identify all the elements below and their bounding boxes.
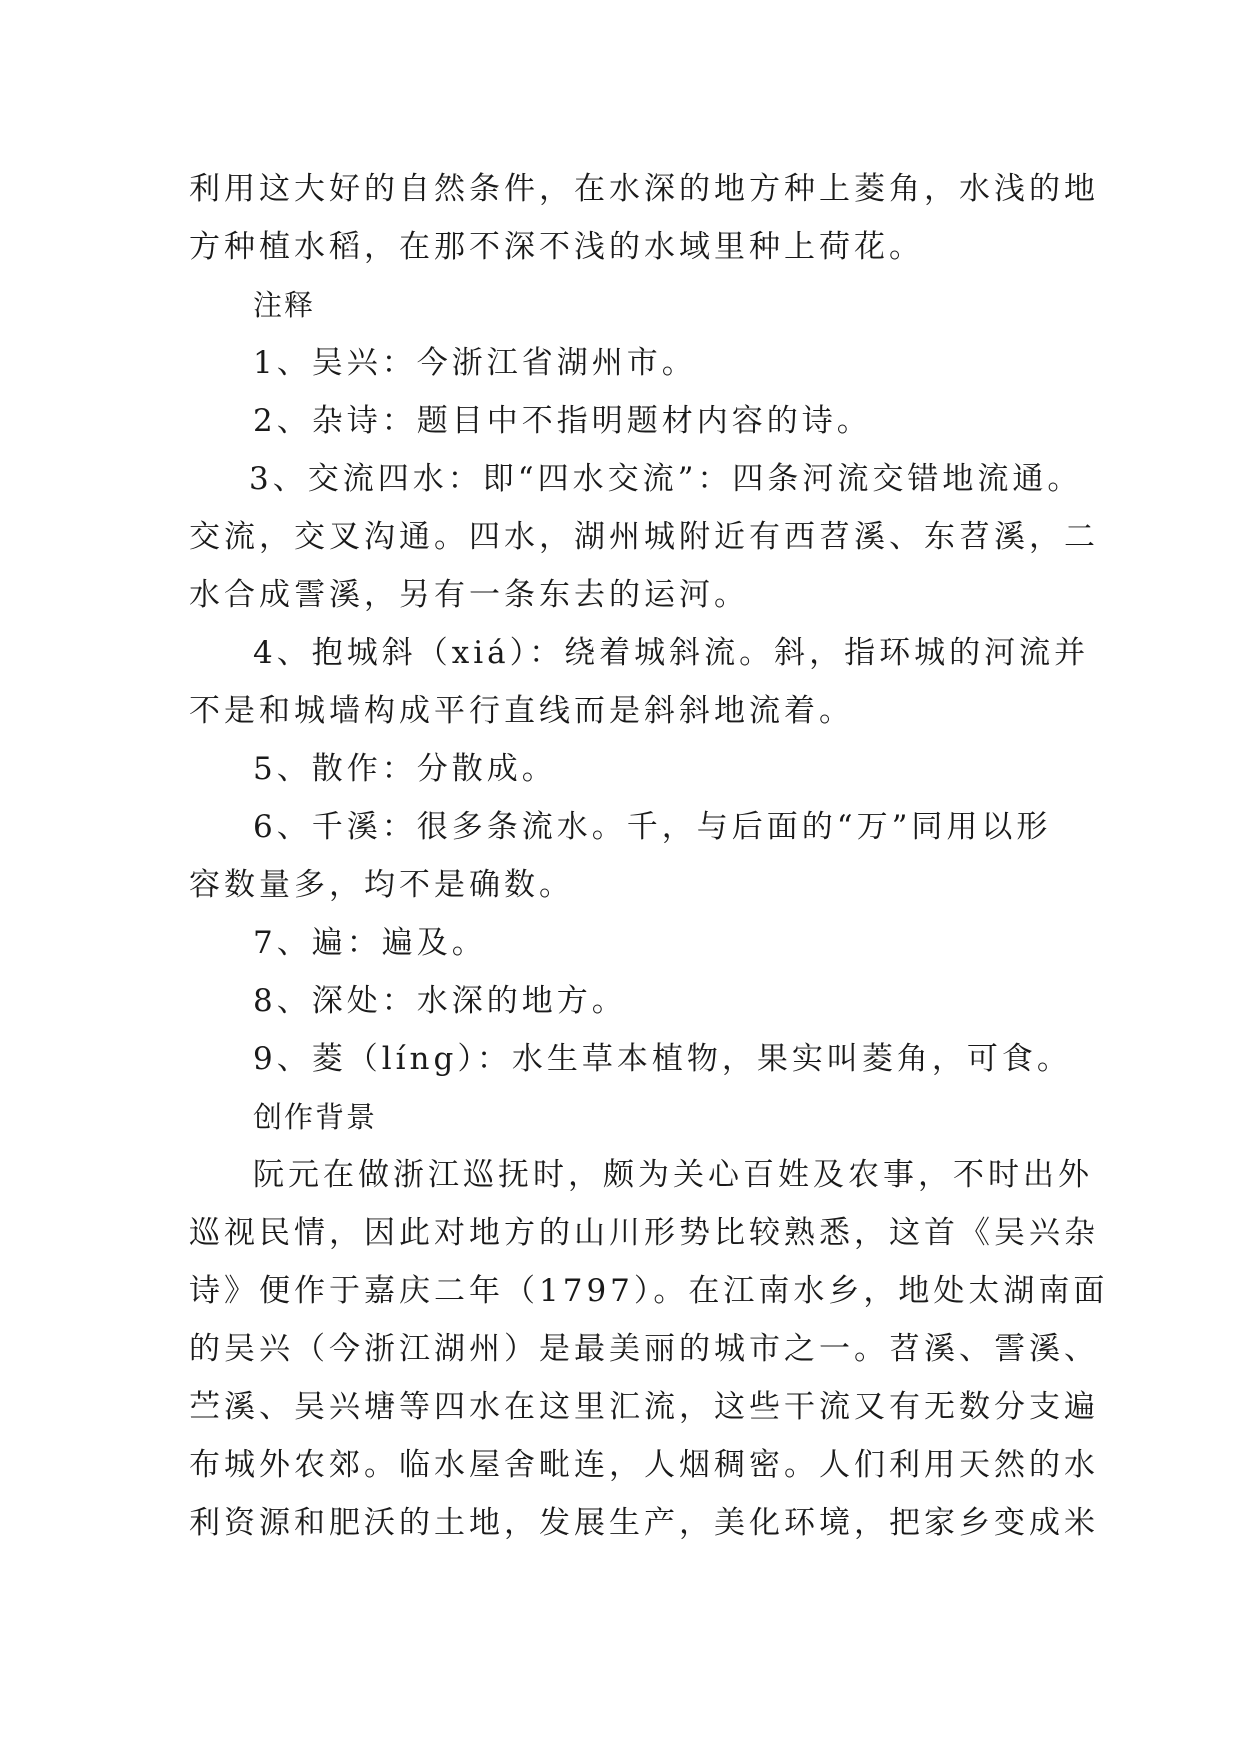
text-line: 利用这大好的自然条件，在水深的地方种上菱角，水浅的地 — [189, 171, 1099, 207]
note-1: 1、吴兴：今浙江省湖州市。 — [253, 345, 697, 381]
background-line: 阮元在做浙江巡抚时，颇为关心百姓及农事，不时出外 — [253, 1157, 1093, 1193]
note-6: 6、千溪：很多条流水。千，与后面的“万”同用以形 — [253, 809, 1052, 845]
notes-heading: 注释 — [253, 288, 316, 322]
background-line: 布城外农郊。临水屋舍毗连，人烟稠密。人们利用天然的水 — [189, 1447, 1099, 1483]
note-6-continued: 容数量多，均不是确数。 — [189, 867, 574, 903]
note-3: 3、交流四水：即“四水交流”：四条河流交错地流通。 — [249, 461, 1083, 497]
background-line: 的吴兴（今浙江湖州）是最美丽的城市之一。苕溪、霅溪、 — [189, 1331, 1099, 1367]
note-2: 2、杂诗：题目中不指明题材内容的诗。 — [253, 403, 872, 439]
note-7: 7、遍：遍及。 — [253, 925, 487, 961]
note-3-continued: 交流，交叉沟通。四水，湖州城附近有西苕溪、东苕溪，二 — [189, 519, 1099, 555]
note-3-continued: 水合成霅溪，另有一条东去的运河。 — [189, 577, 749, 613]
note-5: 5、散作：分散成。 — [253, 751, 557, 787]
background-line: 诗》便作于嘉庆二年（1797）。在江南水乡，地处太湖南面 — [189, 1273, 1109, 1309]
note-4-continued: 不是和城墙构成平行直线而是斜斜地流着。 — [189, 693, 854, 729]
note-9: 9、菱（líng）：水生草本植物，果实叫菱角，可食。 — [253, 1041, 1072, 1077]
background-line: 巡视民情，因此对地方的山川形势比较熟悉，这首《吴兴杂 — [189, 1215, 1099, 1251]
background-line: 利资源和肥沃的土地，发展生产，美化环境，把家乡变成米 — [189, 1505, 1099, 1541]
note-4: 4、抱城斜（xiá）：绕着城斜流。斜，指环城的河流并 — [253, 635, 1090, 671]
background-heading: 创作背景 — [253, 1100, 378, 1134]
text-line: 方种植水稻，在那不深不浅的水域里种上荷花。 — [189, 229, 924, 265]
document-body — [189, 160, 1109, 1552]
background-line: 苎溪、吴兴塘等四水在这里汇流，这些干流又有无数分支遍 — [189, 1389, 1099, 1425]
note-8: 8、深处：水深的地方。 — [253, 983, 627, 1019]
